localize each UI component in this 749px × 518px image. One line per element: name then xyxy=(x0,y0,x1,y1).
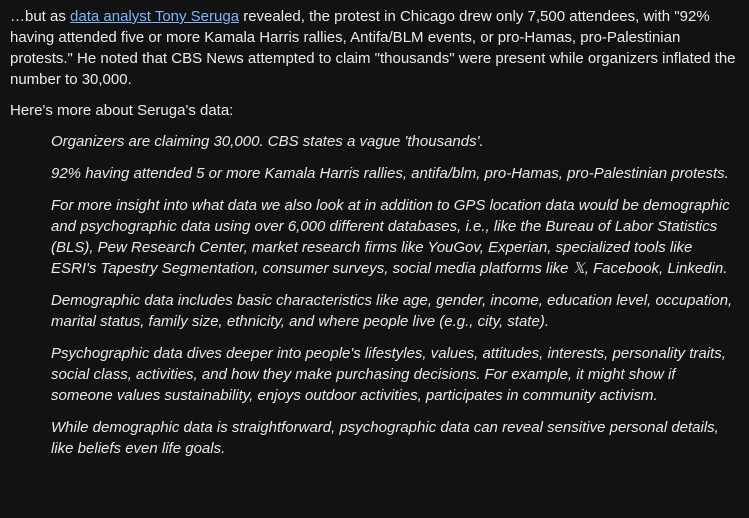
intro-text-before: …but as xyxy=(10,8,71,25)
quote-paragraph-2: 92% having attended 5 or more Kamala Harris rallies, antifa/blm, pro-Hamas, pro-Palestinian protests. xyxy=(51,165,729,182)
quote-paragraph-1: Organizers are claiming 30,000. CBS states a vague 'thousands'. xyxy=(51,133,484,150)
quote-paragraph-5: Psychographic data dives deeper into people's lifestyles, values, attitudes, interests, personality traits, social class, activities, and how they make purchasing decisions. For example, it might show if someone values sustainability, enjoys outdoor activities, participates in community activism. xyxy=(51,345,726,404)
intro-text-after: revealed, the protest in Chicago drew only 7,500 attendees, with "92% having attended five or more Kamala Harris rallies, Antifa/BLM events, or pro-Hamas, pro-Palestinian protests." He noted that CBS News attempted to claim "thousands" were present while organizers inflated the number to 30,000. xyxy=(10,8,736,88)
tony-seruga-link[interactable]: data analyst Tony Seruga xyxy=(70,8,240,25)
lead-paragraph: Here's more about Seruga's data: xyxy=(10,102,234,119)
quote-paragraph-6: While demographic data is straightforward, psychographic data can reveal sensitive personal details, like beliefs even life goals. xyxy=(51,419,719,457)
quote-paragraph-4: Demographic data includes basic characteristics like age, gender, income, education level, occupation, marital status, family size, ethnicity, and where people live (e.g., city, state). xyxy=(51,292,733,330)
seruga-quote xyxy=(10,131,739,459)
intro-paragraph xyxy=(10,6,739,90)
quote-paragraph-3: For more insight into what data we also look at in addition to GPS location data would be demographic and psychographic data using over 6,000 different databases, i.e., like the Bureau of Labor Statistics (BLS), Pew Research Center, market research firms like YouGov, Experian, specialized tools like ESRI's Tapestry Segmentation, consumer surveys, social media platforms like 𝕏, Facebook, Linkedin. xyxy=(51,197,730,277)
